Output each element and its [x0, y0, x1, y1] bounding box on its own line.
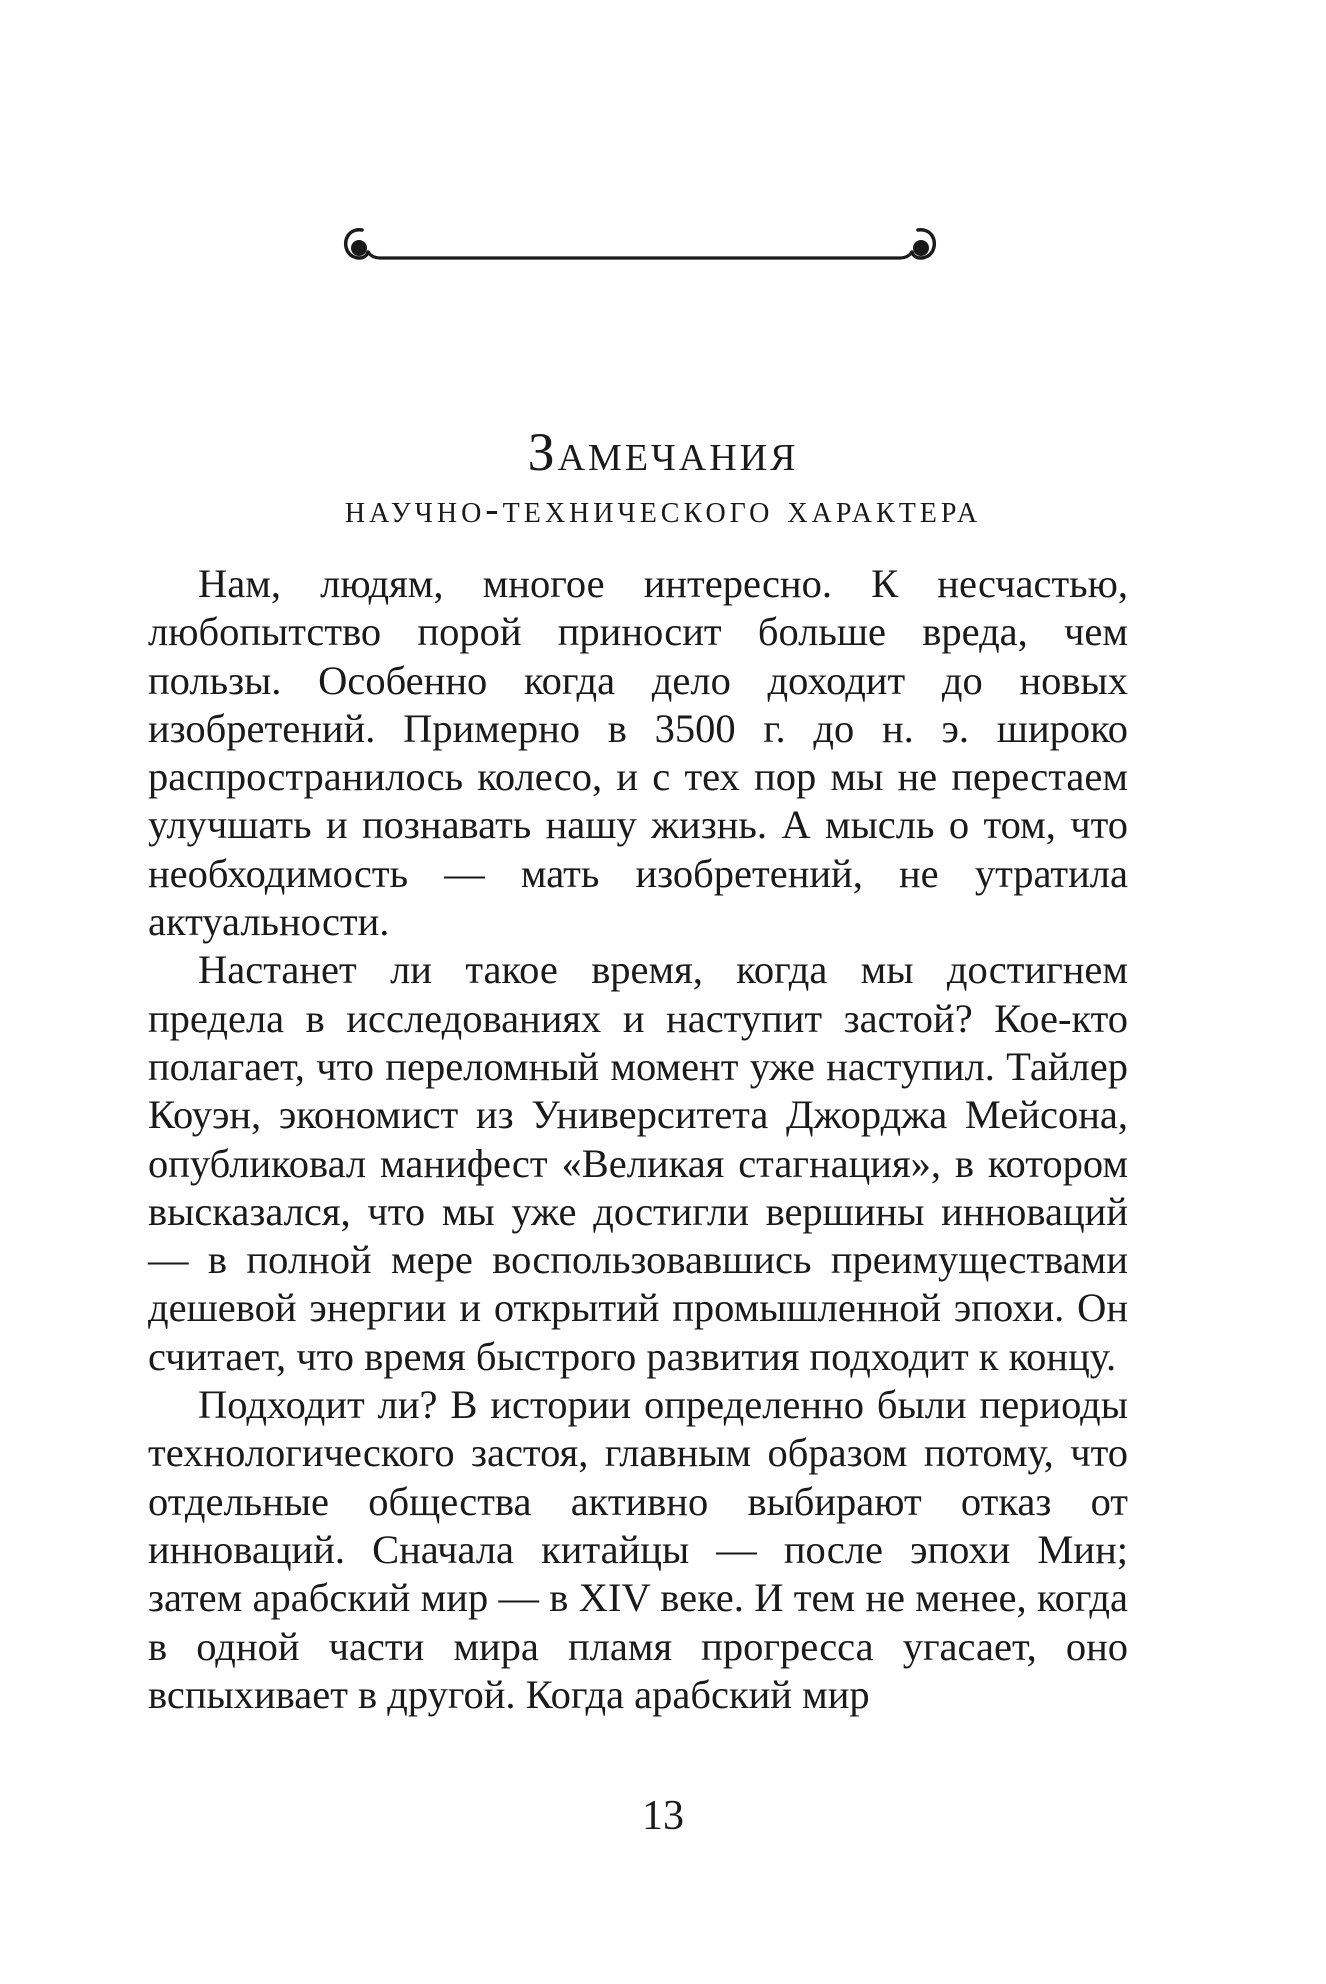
right-scroll-ornament: [912, 230, 934, 258]
body-text: [148, 560, 1128, 1719]
page-number: 13: [642, 1793, 684, 1839]
paragraph: Настанет ли такое время, когда мы достигнем предела в исследованиях и наступит застой? Кое-кто полагает, что переломный момент уже наступил. Тайлер Коуэн, экономист из Университета Джорджа Мейсона, опубликовал манифест «Великая стагнация», в котором высказался, что мы уже достигли вершины инноваций — в полной мере воспользовавшись преимуществами дешевой энергии и открытий промышленной эпохи. Он считает, что время быстрого развития подходит к концу.: [148, 947, 1128, 1379]
paragraph: Нам, людям, многое интересно. К несчастью, любопытство порой приносит больше вреда, чем пользы. Особенно когда дело доходит до новых изобретений. Примерно в 3500 г. до н. э. широко распространилось колесо, и с тех пор мы не перестаем улучшать и познавать нашу жизнь. А мысль о том, что необходимость — мать изобретений, не утратила актуальности.: [148, 561, 1128, 945]
left-scroll-ornament: [346, 230, 368, 258]
chapter-title-line-2: научно-технического характера: [344, 486, 982, 531]
paragraph: Подходит ли? В истории определенно были периоды технологического застоя, главным образом потому, что отдельные общества активно выбирают отказ от инноваций. Сначала китайцы — после эпохи Мин; затем арабский мир — в XIV веке. И тем не менее, когда в одной части мира пламя прогресса угасает, оно вспыхивает в другой. Когда арабский мир: [148, 1382, 1128, 1717]
chapter-title: [0, 422, 1326, 531]
chapter-title-line-1: Замечания: [527, 422, 799, 482]
ornament-line: [368, 252, 912, 258]
decorative-header-rule: [340, 222, 940, 282]
